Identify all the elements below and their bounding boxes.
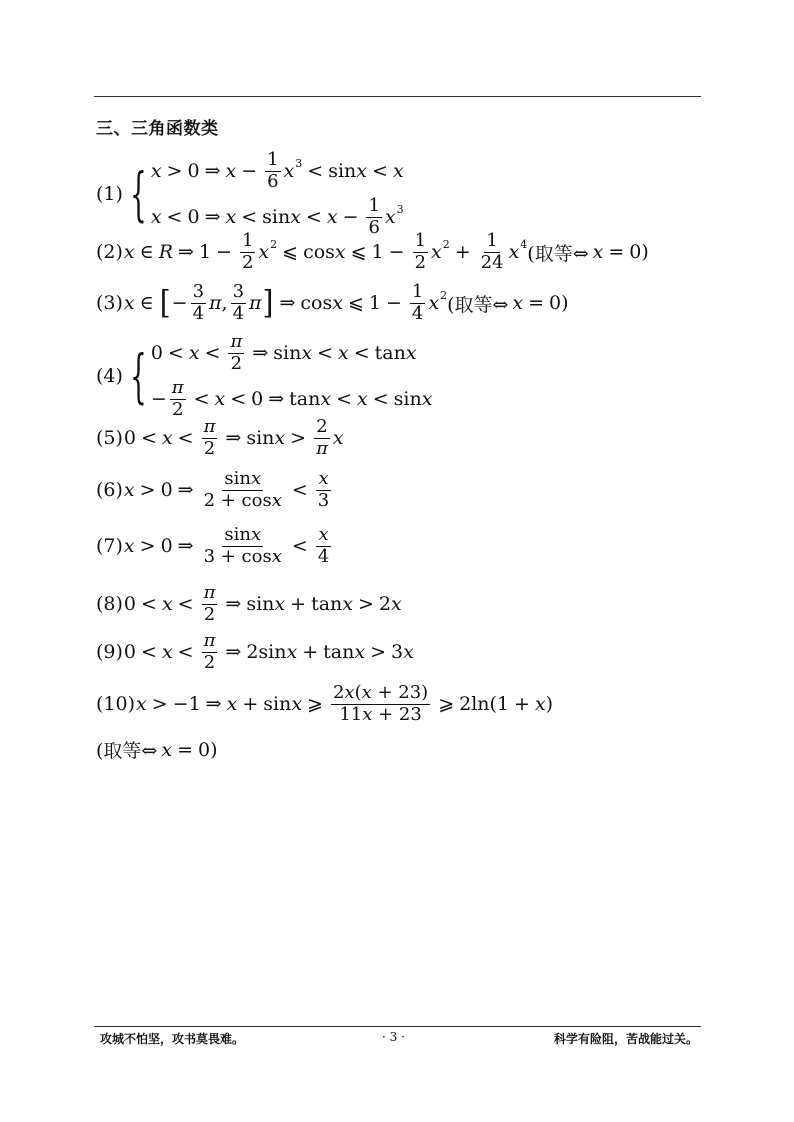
item-number: (10) — [96, 693, 136, 716]
footer-right-motto: 科学有险阻，苦战能过关。 — [553, 1032, 698, 1046]
item-number: (7) — [96, 535, 123, 558]
top-rule — [94, 96, 701, 97]
footer-left-motto: 攻城不怕坚，攻书莫畏难。 — [100, 1032, 245, 1046]
page-number: · 3 · — [382, 1030, 405, 1044]
equality-note: (取等⇔ — [96, 740, 158, 762]
item-number: (3) — [96, 292, 123, 315]
item-number: (1) — [96, 183, 123, 205]
equality-note: (取等⇔ — [527, 242, 589, 265]
item-number: (4) — [96, 365, 123, 387]
item-number: (5) — [96, 427, 123, 450]
section-title: 三、三角函数类 — [96, 119, 219, 139]
item-number: (9) — [96, 641, 123, 664]
item-number: (2) — [96, 241, 123, 264]
formula-1: (1) { x > 0 ⇒ x − $\frac{1}{6}$ x 3 < sin x < x x < 0 ⇒ x < sin x < x − $\frac{1}{6}$ x 3 — [96, 148, 404, 238]
formula-4: (4) { 0 < x < $\frac{\pi}{2}$ ⇒ sin x < x < tan x − $\frac{\pi}{2}$ < x < 0 ⇒ tan x < x < sin x — [96, 330, 433, 420]
formula-9: (9) 0 < x < $\frac{\pi}{2}$ ⇒ 2sin x + tan x > 3 x — [96, 630, 414, 673]
formula-5: (5) 0 < x < $\frac{\pi}{2}$ ⇒ sin x > $\frac{2}{\pi}$ x — [96, 416, 344, 459]
formula-10-note: (取等⇔ x = 0) — [96, 736, 218, 763]
formula-3: (3) x ∈ [ − $\frac{3}{4}$ π , $\frac{3}{4}$ π ] ⇒ cos x ⩽ 1 − $\frac{1}{4}$ x 2 (取等⇔ x = 0) — [96, 281, 569, 324]
item-number: (6) — [96, 479, 123, 502]
item-number: (8) — [96, 593, 123, 616]
formula-2: (2) x ∈ R ⇒ 1 − $\frac{1}{2}$ x 2 ⩽ cos x ⩽ 1 − $\frac{1}{2}$ x 2 + $\frac{1}{24}$ x 4 (取等⇔ x = 0) — [96, 230, 649, 273]
bottom-rule — [94, 1026, 701, 1027]
formula-8: (8) 0 < x < $\frac{\pi}{2}$ ⇒ sin x + tan x > 2 x — [96, 582, 402, 625]
formula-7: (7) x > 0 ⇒ $\frac{\sin x}{3 + \cos x}$ < $\frac{x}{4}$ — [96, 524, 330, 567]
equality-note: (取等⇔ — [447, 293, 509, 316]
formula-6: (6) x > 0 ⇒ $\frac{\sin x}{2 + \cos x}$ < $\frac{x}{3}$ — [96, 468, 330, 511]
formula-10: (10) x > −1 ⇒ x + sin x ⩾ $\frac{2x(x + 23)}{11x + 23}$ ⩾ 2ln(1 + x ) — [96, 682, 554, 725]
